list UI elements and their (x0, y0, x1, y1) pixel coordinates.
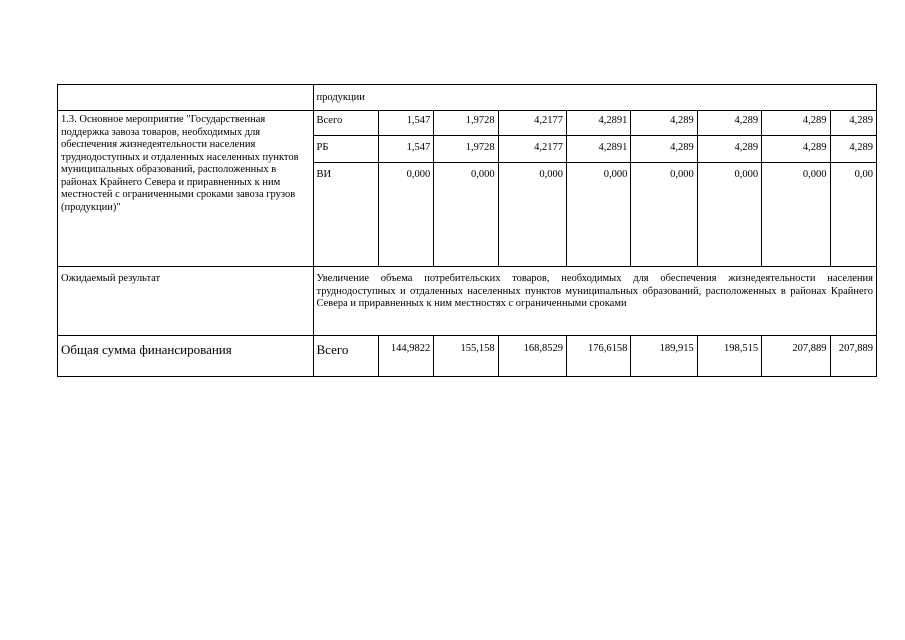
total-type: Всего (313, 336, 378, 377)
total-financing-row (58, 336, 877, 377)
continuation-row (58, 85, 877, 111)
value-cell: 4,289 (697, 136, 761, 163)
funding-type: ВИ (313, 163, 378, 267)
value-cell: 4,2177 (498, 136, 566, 163)
expected-result-label: Ожидаемый результат (58, 267, 314, 336)
expected-result-row (58, 267, 877, 336)
value-cell: 0,000 (697, 163, 761, 267)
total-value-cell: 207,889 (762, 336, 830, 377)
total-value-cell: 168,8529 (498, 336, 566, 377)
value-cell: 0,000 (631, 163, 697, 267)
total-value-cell: 144,9822 (378, 336, 433, 377)
value-cell: 4,289 (830, 136, 876, 163)
continuation-text: продукции (313, 85, 876, 111)
value-cell: 4,289 (830, 111, 876, 136)
expected-result-text: Увеличение объема потребительских товаров, необходимых для обеспечения жизнедеятельности населения труднодоступных и отдаленных населенных пунктов муниципальных образований, расположенных в районах Крайнего Севера и приравненных к ним местностях с ограниченными сроками (313, 267, 876, 336)
total-value-cell: 207,889 (830, 336, 876, 377)
total-value-cell: 198,515 (697, 336, 761, 377)
value-cell: 4,289 (697, 111, 761, 136)
total-value-cell: 189,915 (631, 336, 697, 377)
total-label: Общая сумма финансирования (58, 336, 314, 377)
empty-cell (58, 85, 314, 111)
financing-table (57, 84, 877, 377)
total-value-cell: 176,6158 (567, 336, 631, 377)
measure-title: 1.3. Основное мероприятие "Государственная поддержка завоза товаров, необходимых для обеспечения жизнедеятельности населения труднодоступных и отдаленных населенных пунктов муниципальных образований, расположенных в районах Крайнего Севера и приравненных к ним местностей с ограниченными сроками завоза грузов (продукции)" (58, 111, 314, 267)
funding-type: Всего (313, 111, 378, 136)
value-cell: 4,289 (762, 111, 830, 136)
total-value-cell: 155,158 (434, 336, 498, 377)
value-cell: 0,00 (830, 163, 876, 267)
value-cell: 0,000 (567, 163, 631, 267)
value-cell: 1,9728 (434, 111, 498, 136)
value-cell: 4,289 (631, 136, 697, 163)
value-cell: 4,289 (631, 111, 697, 136)
value-cell: 0,000 (498, 163, 566, 267)
value-cell: 4,289 (762, 136, 830, 163)
value-cell: 0,000 (762, 163, 830, 267)
funding-type: РБ (313, 136, 378, 163)
value-cell: 0,000 (378, 163, 433, 267)
value-cell: 0,000 (434, 163, 498, 267)
measure-row-total (58, 111, 877, 136)
value-cell: 4,2177 (498, 111, 566, 136)
value-cell: 1,9728 (434, 136, 498, 163)
value-cell: 1,547 (378, 111, 433, 136)
value-cell: 1,547 (378, 136, 433, 163)
value-cell: 4,2891 (567, 111, 631, 136)
value-cell: 4,2891 (567, 136, 631, 163)
